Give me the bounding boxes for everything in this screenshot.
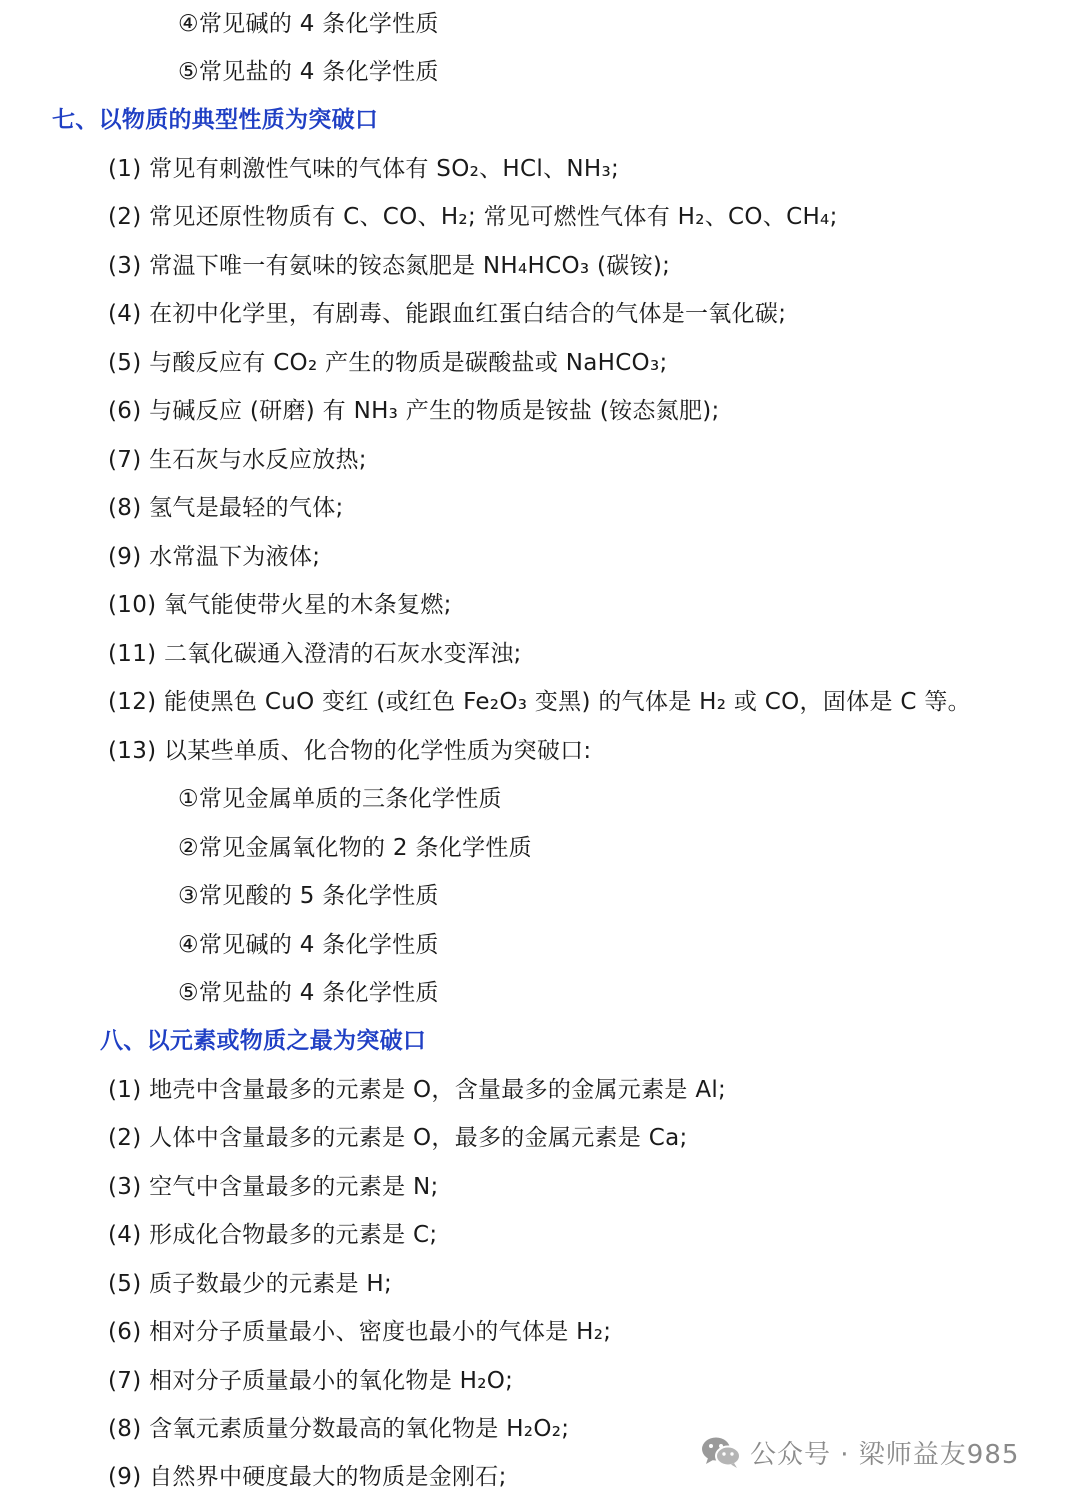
section-7-item-2: (2) 常见还原性物质有 C、CO、H₂; 常见可燃性气体有 H₂、CO、CH₄; — [108, 204, 838, 230]
section-7-title: 七、以物质的典型性质为突破口 — [52, 107, 379, 133]
section-8-item-2: (2) 人体中含量最多的元素是 O，最多的金属元素是 Ca; — [108, 1125, 688, 1151]
section-8-item-3: (3) 空气中含量最多的元素是 N; — [108, 1174, 439, 1200]
top-subitem-4: ④常见碱的 4 条化学性质 — [178, 11, 439, 37]
section-7-item-13: (13) 以某些单质、化合物的化学性质为突破口: — [108, 738, 592, 764]
section-7-item-12: (12) 能使黑色 CuO 变红 (或红色 Fe₂O₃ 变黑) 的气体是 H₂ 或 CO，固体是 C 等。 — [108, 689, 971, 715]
section-7-subitem-5: ⑤常见盐的 4 条化学性质 — [178, 980, 439, 1006]
watermark-text: 公众号 · 梁师益友985 — [750, 1439, 1020, 1470]
wechat-icon — [700, 1435, 742, 1469]
section-8-item-1: (1) 地壳中含量最多的元素是 O，含量最多的金属元素是 Al; — [108, 1077, 727, 1103]
section-7-item-1: (1) 常见有刺激性气味的气体有 SO₂、HCl、NH₃; — [108, 156, 620, 182]
section-7-item-11: (11) 二氧化碳通入澄清的石灰水变浑浊; — [108, 641, 522, 667]
section-7-item-8: (8) 氢气是最轻的气体; — [108, 495, 344, 521]
section-7-item-10: (10) 氧气能使带火星的木条复燃; — [108, 592, 452, 618]
section-7-item-4: (4) 在初中化学里，有剧毒、能跟血红蛋白结合的气体是一氧化碳; — [108, 301, 787, 327]
section-8-item-4: (4) 形成化合物最多的元素是 C; — [108, 1222, 438, 1248]
section-7-subitem-3: ③常见酸的 5 条化学性质 — [178, 883, 439, 909]
watermark — [700, 1432, 1019, 1472]
section-8-title: 八、以元素或物质之最为突破口 — [100, 1028, 427, 1054]
section-7-item-5: (5) 与酸反应有 CO₂ 产生的物质是碳酸盐或 NaHCO₃; — [108, 350, 668, 376]
section-7-subitem-1: ①常见金属单质的三条化学性质 — [178, 786, 502, 812]
section-7-item-3: (3) 常温下唯一有氨味的铵态氮肥是 NH₄HCO₃ (碳铵); — [108, 253, 671, 279]
section-8-item-7: (7) 相对分子质量最小的氧化物是 H₂O; — [108, 1368, 514, 1394]
section-8-item-6: (6) 相对分子质量最小、密度也最小的气体是 H₂; — [108, 1319, 612, 1345]
top-subitem-5: ⑤常见盐的 4 条化学性质 — [178, 59, 439, 85]
section-8-item-8: (8) 含氧元素质量分数最高的氧化物是 H₂O₂; — [108, 1416, 570, 1442]
section-8-item-9: (9) 自然界中硬度最大的物质是金刚石; — [108, 1464, 507, 1490]
section-8-item-5: (5) 质子数最少的元素是 H; — [108, 1271, 393, 1297]
section-7-item-9: (9) 水常温下为液体; — [108, 544, 321, 570]
section-7-item-7: (7) 生石灰与水反应放热; — [108, 447, 367, 473]
section-7-subitem-2: ②常见金属氧化物的 2 条化学性质 — [178, 835, 532, 861]
section-7-item-6: (6) 与碱反应 (研磨) 有 NH₃ 产生的物质是铵盐 (铵态氮肥); — [108, 398, 720, 424]
section-7-subitem-4: ④常见碱的 4 条化学性质 — [178, 932, 439, 958]
